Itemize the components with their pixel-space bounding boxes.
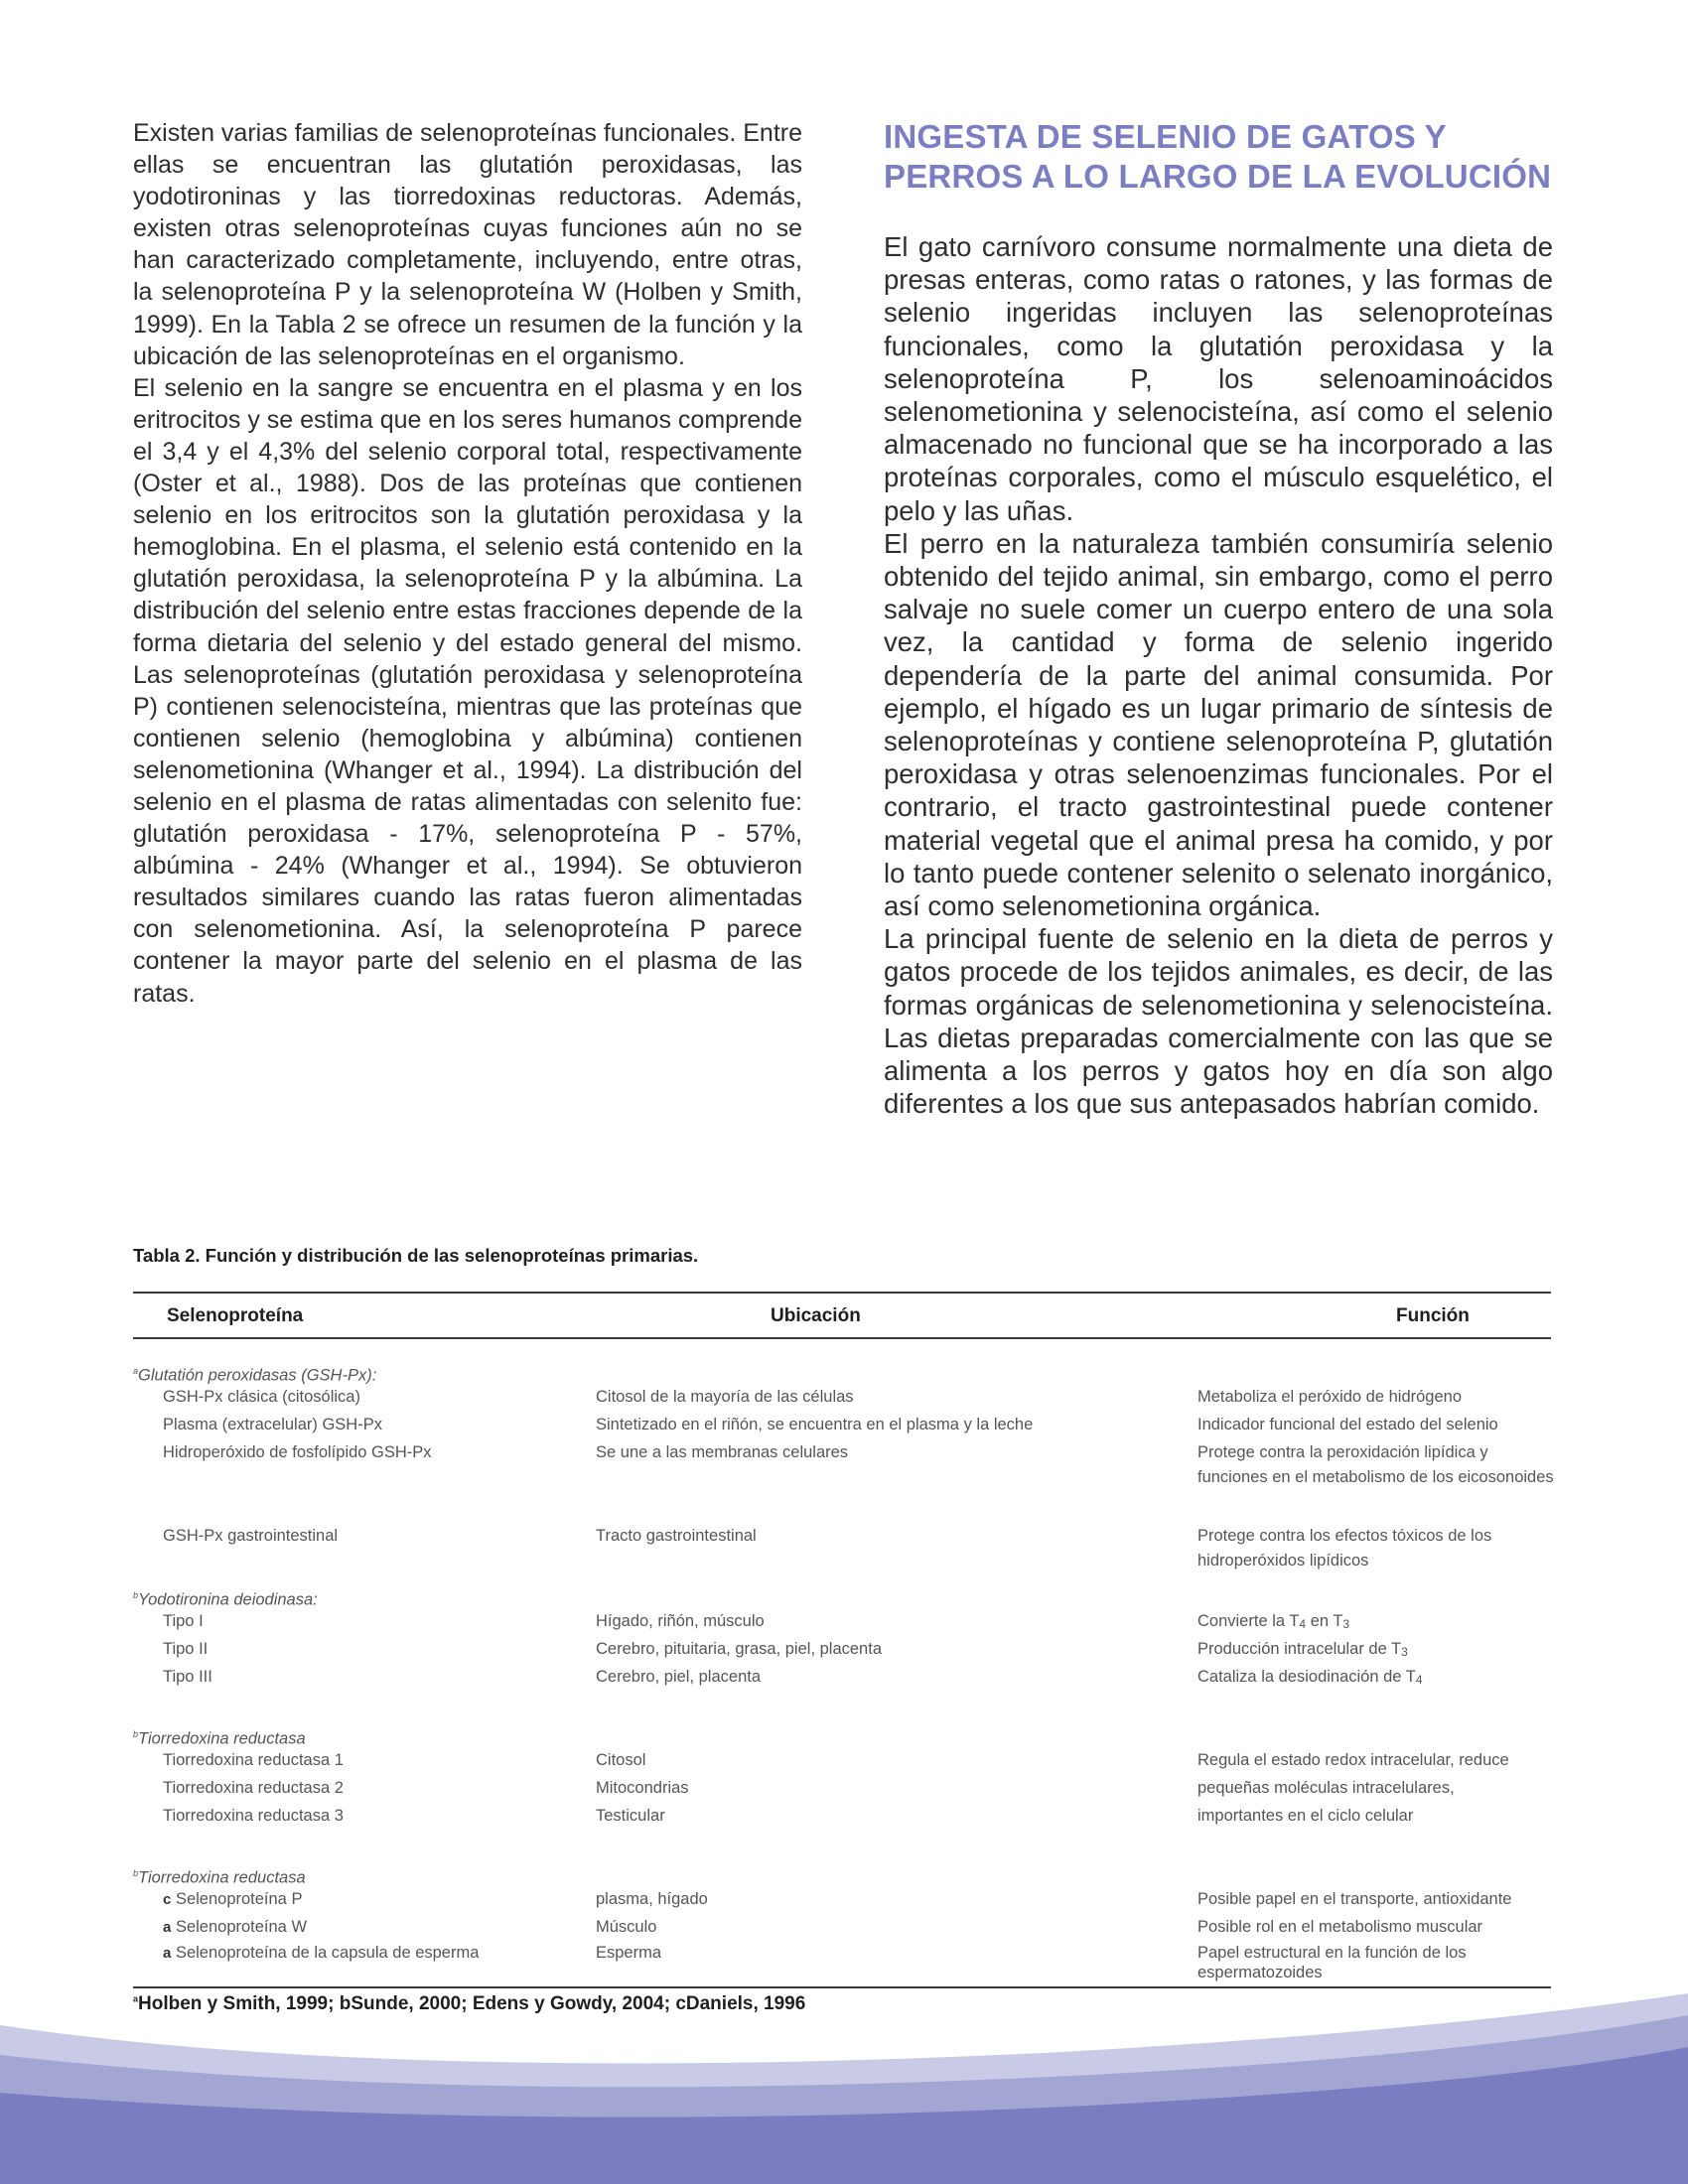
- right-paragraph-2: El perro en la naturaleza también consumiría selenio obtenido del tejido animal, sin embargo, como el perro salvaje no suele comer un cuerpo entero de una sola vez, la cantidad y forma de selenio ingerido dependería de la parte del animal consumida. Por ejemplo, el hígado es un lugar primario de síntesis de selenoproteínas y contiene selenoproteína P, glutatión peroxidasa y otras selenoenzimas funcionales. Por el contrario, el tracto gastrointestinal puede contener material vegetal que el animal presa ha comido, y por lo tanto puede contener selenito o selenato inorgánico, así como selenometionina orgánica.: [884, 527, 1553, 922]
- cell-location: Se une a las membranas celulares: [596, 1443, 849, 1461]
- table-row: [133, 1665, 1551, 1720]
- cell-function: Convierte la T4 en T3: [1197, 1612, 1350, 1631]
- cell-selenoprotein: a Selenoproteína W: [163, 1918, 308, 1936]
- cell-location: Tracto gastrointestinal: [596, 1527, 757, 1545]
- cell-location: Esperma: [596, 1944, 662, 1962]
- cell-location: plasma, hígado: [596, 1890, 708, 1908]
- cell-selenoprotein: Plasma (extracelular) GSH-Px: [163, 1416, 382, 1433]
- group-title: $^a$Glutatión peroxidasas (GSH-Px):: [133, 1366, 377, 1385]
- cell-selenoprotein: Tiorredoxina reductasa 2: [163, 1779, 344, 1797]
- cell-location: Citosol de la mayoría de las células: [596, 1388, 854, 1406]
- cell-location: Hígado, riñón, músculo: [596, 1612, 765, 1630]
- table-row: [133, 1887, 1551, 1915]
- section-title: INGESTA DE SELENIO DE GATOS Y PERROS A LO LARGO DE LA EVOLUCIÓN: [884, 118, 1552, 195]
- cell-function: importantes en el ciclo celular: [1197, 1807, 1414, 1825]
- cell-selenoprotein: a Selenoproteína de la capsula de esperma: [163, 1944, 480, 1962]
- cell-function: Posible papel en el transporte, antioxidante: [1197, 1890, 1512, 1908]
- table-footnote: $^a$Holben y Smith, 1999; bSunde, 2000; Edens y Gowdy, 2004; cDaniels, 1996: [133, 1993, 806, 2014]
- cell-selenoprotein: c Selenoproteína P: [163, 1890, 303, 1908]
- cell-function: Producción intracelular de T3: [1197, 1640, 1408, 1659]
- footer-wave-decoration: [0, 1976, 1688, 2184]
- cell-function: Regula el estado redox intracelular, reduce: [1197, 1751, 1509, 1769]
- cell-location: Testicular: [596, 1807, 665, 1825]
- cell-location: Cerebro, pituitaria, grasa, piel, placenta: [596, 1640, 882, 1658]
- cell-selenoprotein: Tiorredoxina reductasa 3: [163, 1807, 344, 1825]
- table-row: [133, 1776, 1551, 1804]
- cell-location: Mitocondrias: [596, 1779, 689, 1797]
- group-title: $^b$Yodotironina deiodinasa:: [133, 1590, 318, 1609]
- cell-function: Protege contra la peroxidación lipídica y funciones en el metabolismo de los eicosonoides: [1197, 1443, 1554, 1486]
- table-header: [133, 1294, 1551, 1337]
- cell-location: Sintetizado en el riñón, se encuentra en el plasma y la leche: [596, 1416, 1034, 1433]
- cell-selenoprotein: Tipo II: [163, 1640, 209, 1658]
- table-row: [133, 1804, 1551, 1859]
- table-caption: Tabla 2. Función y distribución de las selenoproteínas primarias.: [133, 1245, 699, 1266]
- table-row: [133, 1637, 1551, 1665]
- header-selenoproteina: Selenoproteína: [167, 1305, 304, 1326]
- header-funcion: Función: [1396, 1305, 1470, 1326]
- cell-location: Músculo: [596, 1918, 657, 1936]
- table-row: [133, 1748, 1551, 1776]
- group-title: $^b$Tiorredoxina reductasa: [133, 1868, 306, 1887]
- cell-function: Posible rol en el metabolismo muscular: [1197, 1918, 1483, 1936]
- cell-location: Citosol: [596, 1751, 646, 1769]
- cell-selenoprotein: Tiorredoxina reductasa 1: [163, 1751, 344, 1769]
- cell-selenoprotein: Tipo I: [163, 1612, 204, 1630]
- left-column: [133, 117, 802, 1010]
- right-paragraph-3: La principal fuente de selenio en la dieta de perros y gatos procede de los tejidos animales, es decir, de las formas orgánicas de selenometionina y selenocisteína. Las dietas preparadas comercialmente con las que se alimenta a los perros y gatos hoy en día son algo diferentes a los que sus antepasados habrían comido.: [884, 923, 1553, 1120]
- table-body: [133, 1339, 1554, 1986]
- cell-function: Protege contra los efectos tóxicos de los hidroperóxidos lipídicos: [1197, 1527, 1492, 1570]
- cell-selenoprotein: Hidroperóxido de fosfolípido GSH-Px: [163, 1443, 432, 1461]
- cell-selenoprotein: Tipo III: [163, 1668, 212, 1686]
- cell-function: Metaboliza el peróxido de hidrógeno: [1197, 1388, 1463, 1406]
- selenoprotein-table: [133, 1292, 1554, 1988]
- table-row: [133, 1524, 1551, 1581]
- table-row: [133, 1413, 1551, 1440]
- cell-function: Indicador funcional del estado del selenio: [1197, 1416, 1498, 1433]
- right-paragraph-1: El gato carnívoro consume normalmente una dieta de presas enteras, como ratas o ratones, y las formas de selenio ingeridas incluyen las selenoproteínas funcionales, como la glutatión peroxidasa y la selenoproteína P, los selenoaminoácidos selenometionina y selenocisteína, así como el selenio almacenado no funcional que se ha incorporado a las proteínas corporales, como el músculo esquelético, el pelo y las uñas.: [884, 231, 1553, 526]
- cell-location: Cerebro, piel, placenta: [596, 1668, 762, 1686]
- group-title: $^b$Tiorredoxina reductasa: [133, 1729, 306, 1748]
- header-ubicacion: Ubicación: [771, 1305, 861, 1326]
- cell-function: pequeñas moléculas intracelulares,: [1197, 1779, 1455, 1797]
- table-row: [133, 1915, 1551, 1943]
- cell-function: Cataliza la desiodinación de T4: [1197, 1668, 1423, 1687]
- cell-selenoprotein: GSH-Px gastrointestinal: [163, 1527, 339, 1545]
- table-row: [133, 1385, 1551, 1413]
- cell-function: Papel estructural en la función de los espermatozoides: [1197, 1944, 1467, 1981]
- left-paragraph-2: El selenio en la sangre se encuentra en el plasma y en los eritrocitos y se estima que en los seres humanos comprende el 3,4 y el 4,3% del selenio corporal total, respectivamente (Oster et al., 1988). Dos de las proteínas que contienen selenio en los eritrocitos son la glutatión peroxidasa y la hemoglobina. En el plasma, el selenio está contenido en la glutatión peroxidasa, la selenoproteína P y la albúmina. La distribución del selenio entre estas fracciones depende de la forma dietaria del selenio y del estado general del mismo. Las selenoproteínas (glutatión peroxidasa y selenoproteína P) contienen selenocisteína, mientras que las proteínas que contienen selenio (hemoglobina y albúmina) contienen selenometionina (Whanger et al., 1994). La distribución del selenio en el plasma de ratas alimentadas con selenito fue: glutatión peroxidasa - 17%, selenoproteína P - 57%, albúmina - 24% (Whanger et al., 1994). Se obtuvieron resultados similares cuando las ratas fueron alimentadas con selenometionina. Así, la selenoproteína P parece contener la mayor parte del selenio en el plasma de las ratas.: [133, 373, 802, 1008]
- table-row: [133, 1440, 1554, 1524]
- cell-selenoprotein: GSH-Px clásica (citosólica): [163, 1388, 360, 1406]
- left-paragraph-1: Existen varias familias de selenoproteínas funcionales. Entre ellas se encuentran las glutatión peroxidasas, las yodotironinas y las tiorredoxinas reductoras. Además, existen otras selenoproteínas cuyas funciones aún no se han caracterizado completamente, incluyendo, entre otras, la selenoproteína P y la selenoproteína W (Holben y Smith, 1999). En la Tabla 2 se ofrece un resumen de la función y la ubicación de las selenoproteínas en el organismo.: [133, 119, 802, 370]
- table-row: [133, 1609, 1551, 1637]
- right-column: [884, 117, 1553, 1120]
